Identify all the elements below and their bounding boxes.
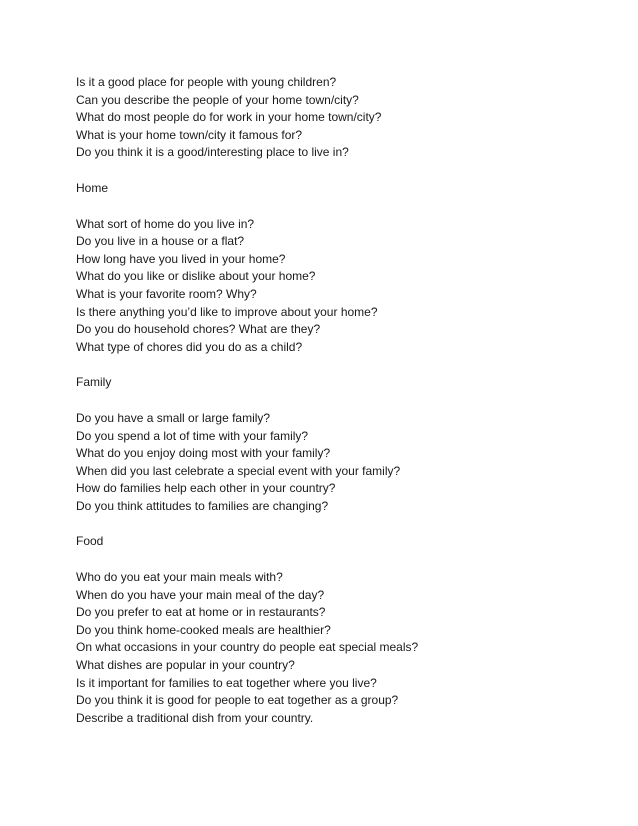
- spacer: [76, 198, 596, 216]
- home-question-list: [76, 216, 596, 357]
- list-item: What is your home town/city it famous for?: [76, 127, 303, 142]
- list-item: When did you last celebrate a special event with your family?: [76, 463, 401, 478]
- list-item: What sort of home do you live in?: [76, 216, 255, 231]
- spacer: [76, 515, 596, 533]
- list-item: What do you like or dislike about your home?: [76, 269, 316, 284]
- list-item: What dishes are popular in your country?: [76, 658, 295, 673]
- list-item: How long have you lived in your home?: [76, 251, 286, 266]
- food-question-list: [76, 569, 596, 727]
- list-item: Who do you eat your main meals with?: [76, 570, 283, 585]
- list-item: Do you do household chores? What are they?: [76, 322, 321, 337]
- list-item: Is there anything you’d like to improve about your home?: [76, 304, 378, 319]
- list-item: What type of chores did you do as a child?: [76, 339, 303, 354]
- document-body: [76, 74, 596, 727]
- list-item: Do you have a small or large family?: [76, 410, 271, 425]
- section-heading-food: Food: [76, 534, 104, 549]
- list-item: Do you spend a lot of time with your family?: [76, 428, 309, 443]
- list-item: Do you think it is a good/interesting place to live in?: [76, 145, 349, 160]
- list-item: Do you prefer to eat at home or in restaurants?: [76, 605, 326, 620]
- list-item: Is it important for families to eat together where you live?: [76, 675, 377, 690]
- spacer: [76, 551, 596, 569]
- list-item: Do you live in a house or a flat?: [76, 234, 245, 249]
- list-item: On what occasions in your country do people eat special meals?: [76, 640, 419, 655]
- list-item: What do you enjoy doing most with your family?: [76, 446, 331, 461]
- spacer: [76, 162, 596, 180]
- list-item: Can you describe the people of your home town/city?: [76, 92, 359, 107]
- list-item: Is it a good place for people with young children?: [76, 75, 337, 89]
- spacer: [76, 392, 596, 410]
- list-item: Describe a traditional dish from your country.: [76, 710, 314, 725]
- spacer: [76, 356, 596, 374]
- list-item: What do most people do for work in your home town/city?: [76, 110, 382, 125]
- section-heading-home: Home: [76, 180, 109, 195]
- family-question-list: [76, 410, 596, 516]
- list-item: Do you think home-cooked meals are healthier?: [76, 622, 331, 637]
- section-heading-family: Family: [76, 375, 112, 390]
- intro-question-list: [76, 74, 596, 162]
- list-item: Do you think attitudes to families are changing?: [76, 498, 329, 513]
- list-item: When do you have your main meal of the day?: [76, 587, 325, 602]
- list-item: How do families help each other in your country?: [76, 481, 336, 496]
- list-item: Do you think it is good for people to eat together as a group?: [76, 693, 399, 708]
- list-item: What is your favorite room? Why?: [76, 286, 257, 301]
